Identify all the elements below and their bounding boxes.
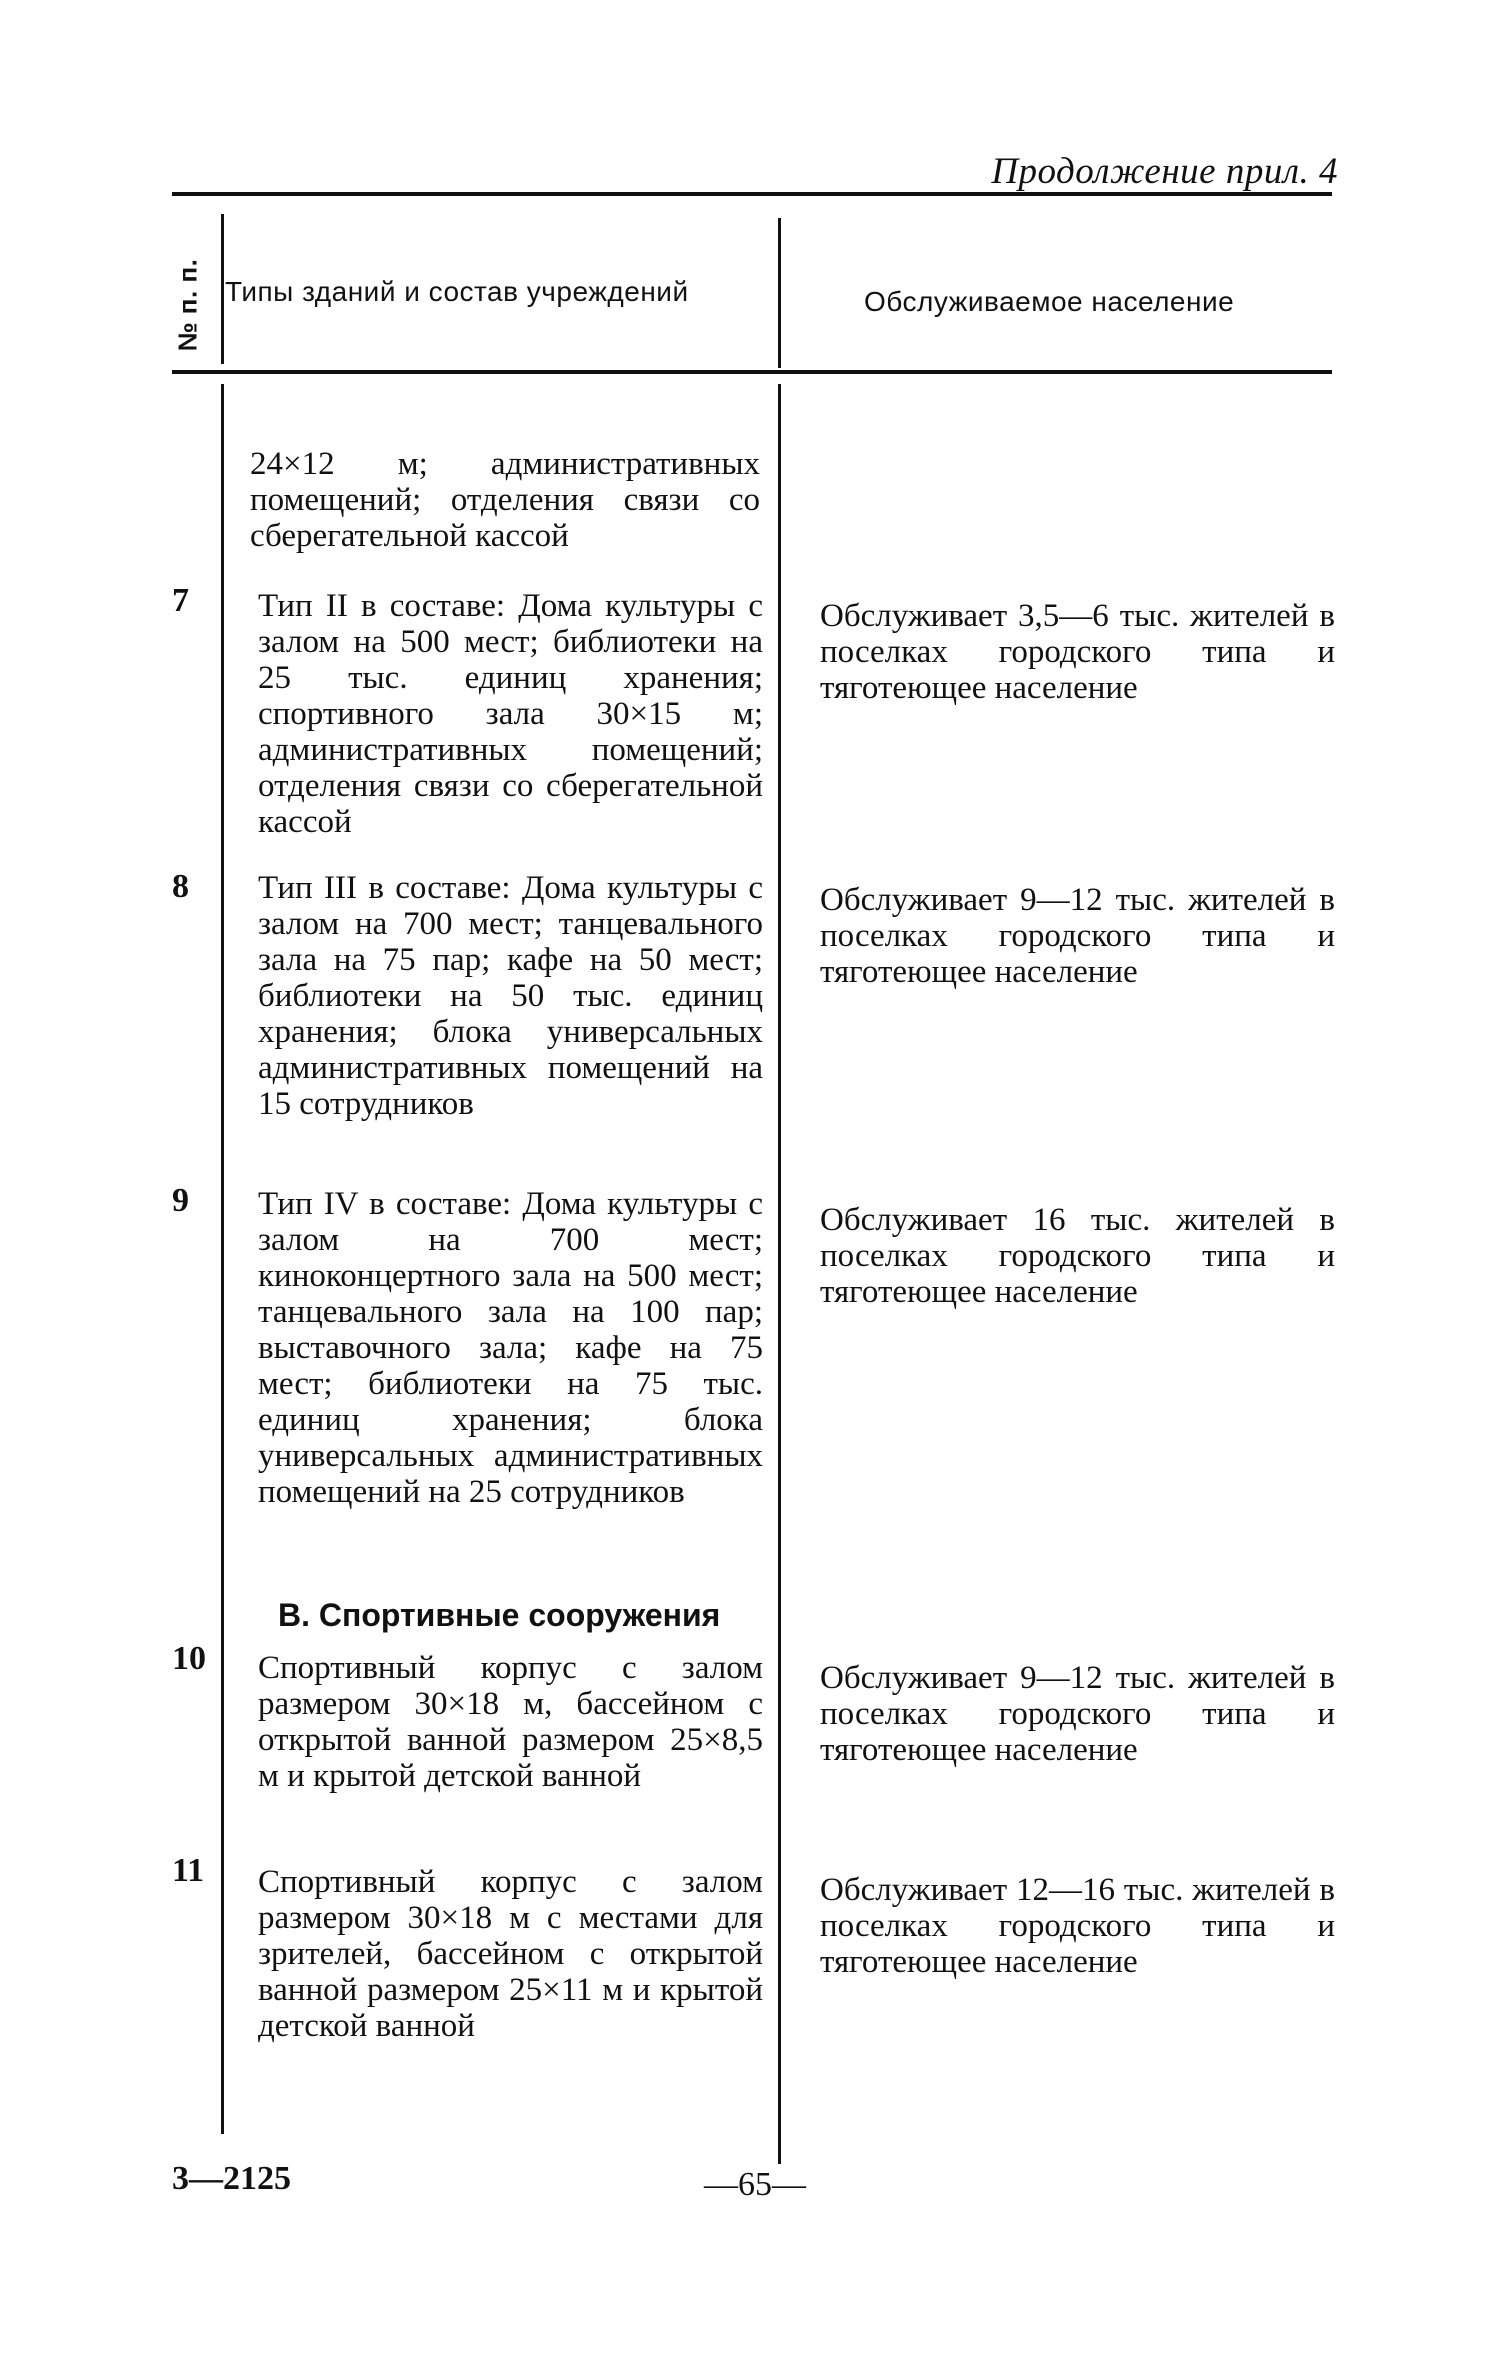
row-number: 7 (172, 582, 189, 619)
row-types-text: Спортивный корпус с залом размером 30×18 м с местами для зрителей, бассейном с открытой ванной размером 25×11 м и крытой детской ванной (258, 1864, 763, 2044)
column-header-types: Типы зданий и состав учреждений (225, 276, 689, 307)
row-number: 11 (172, 1852, 205, 1889)
column-header-number-label: № п. п. (172, 258, 203, 352)
header-divider-1 (221, 214, 224, 364)
row-population-text: Обслуживает 3,5—6 тыс. жителей в поселках городского типа и тяготеющее население (820, 598, 1335, 706)
section-title: В. Спортивные сооружения (278, 1597, 721, 1633)
row-population-text: Обслуживает 12—16 тыс. жителей в поселках городского типа и тяготеющее население (820, 1872, 1335, 1980)
printer-signature: 3—2125 (172, 2160, 291, 2197)
header-bottom-rule (172, 370, 1332, 374)
row-number: 8 (172, 868, 189, 905)
body-divider-1 (221, 384, 224, 2134)
top-rule (172, 192, 1332, 196)
body-divider-2 (778, 384, 781, 2164)
row-types-text: Тип II в составе: Дома культуры с залом на 500 мест; библиотеки на 25 тыс. единиц хранения; спортивного зала 30×15 м; административных помещений; отделения связи со сберегательной кассой (258, 588, 763, 840)
row-types-text: Тип III в составе: Дома культуры с залом на 700 мест; танцевального зала на 75 пар; кафе на 50 мест; библиотеки на 50 тыс. единиц хранения; блока универсальных административных помещений на 15 сотрудников (258, 870, 763, 1122)
row-population-text: Обслуживает 9—12 тыс. жителей в поселках городского типа и тяготеющее население (820, 882, 1335, 990)
column-header-population: Обслуживаемое население (864, 286, 1235, 317)
row-types-text: Тип IV в составе: Дома культуры с залом на 700 мест; киноконцертного зала на 500 мест; танцевального зала на 100 пар; выставочного зала; кафе на 75 мест; библиотеки на 75 тыс. единиц хранения; блока универсальных административных помещений на 25 сотрудников (258, 1186, 763, 1510)
header-divider-2 (778, 218, 781, 368)
row-number: 10 (172, 1640, 206, 1677)
continuation-label: Продолжение прил. 4 (991, 151, 1338, 192)
row-population-text: Обслуживает 16 тыс. жителей в поселках городского типа и тяготеющее население (820, 1202, 1335, 1310)
row-types-text: Спортивный корпус с залом размером 30×18 м, бассейном с открытой ванной размером 25×8,5 м и крытой детской ванной (258, 1650, 763, 1794)
row-number: 9 (172, 1182, 189, 1219)
continuation-text: 24×12 м; административных помещений; отделения связи со сберегательной кассой (250, 446, 760, 554)
page-number: —65— (704, 2166, 806, 2203)
row-population-text: Обслуживает 9—12 тыс. жителей в поселках городского типа и тяготеющее население (820, 1660, 1335, 1768)
column-header-number (168, 245, 208, 365)
